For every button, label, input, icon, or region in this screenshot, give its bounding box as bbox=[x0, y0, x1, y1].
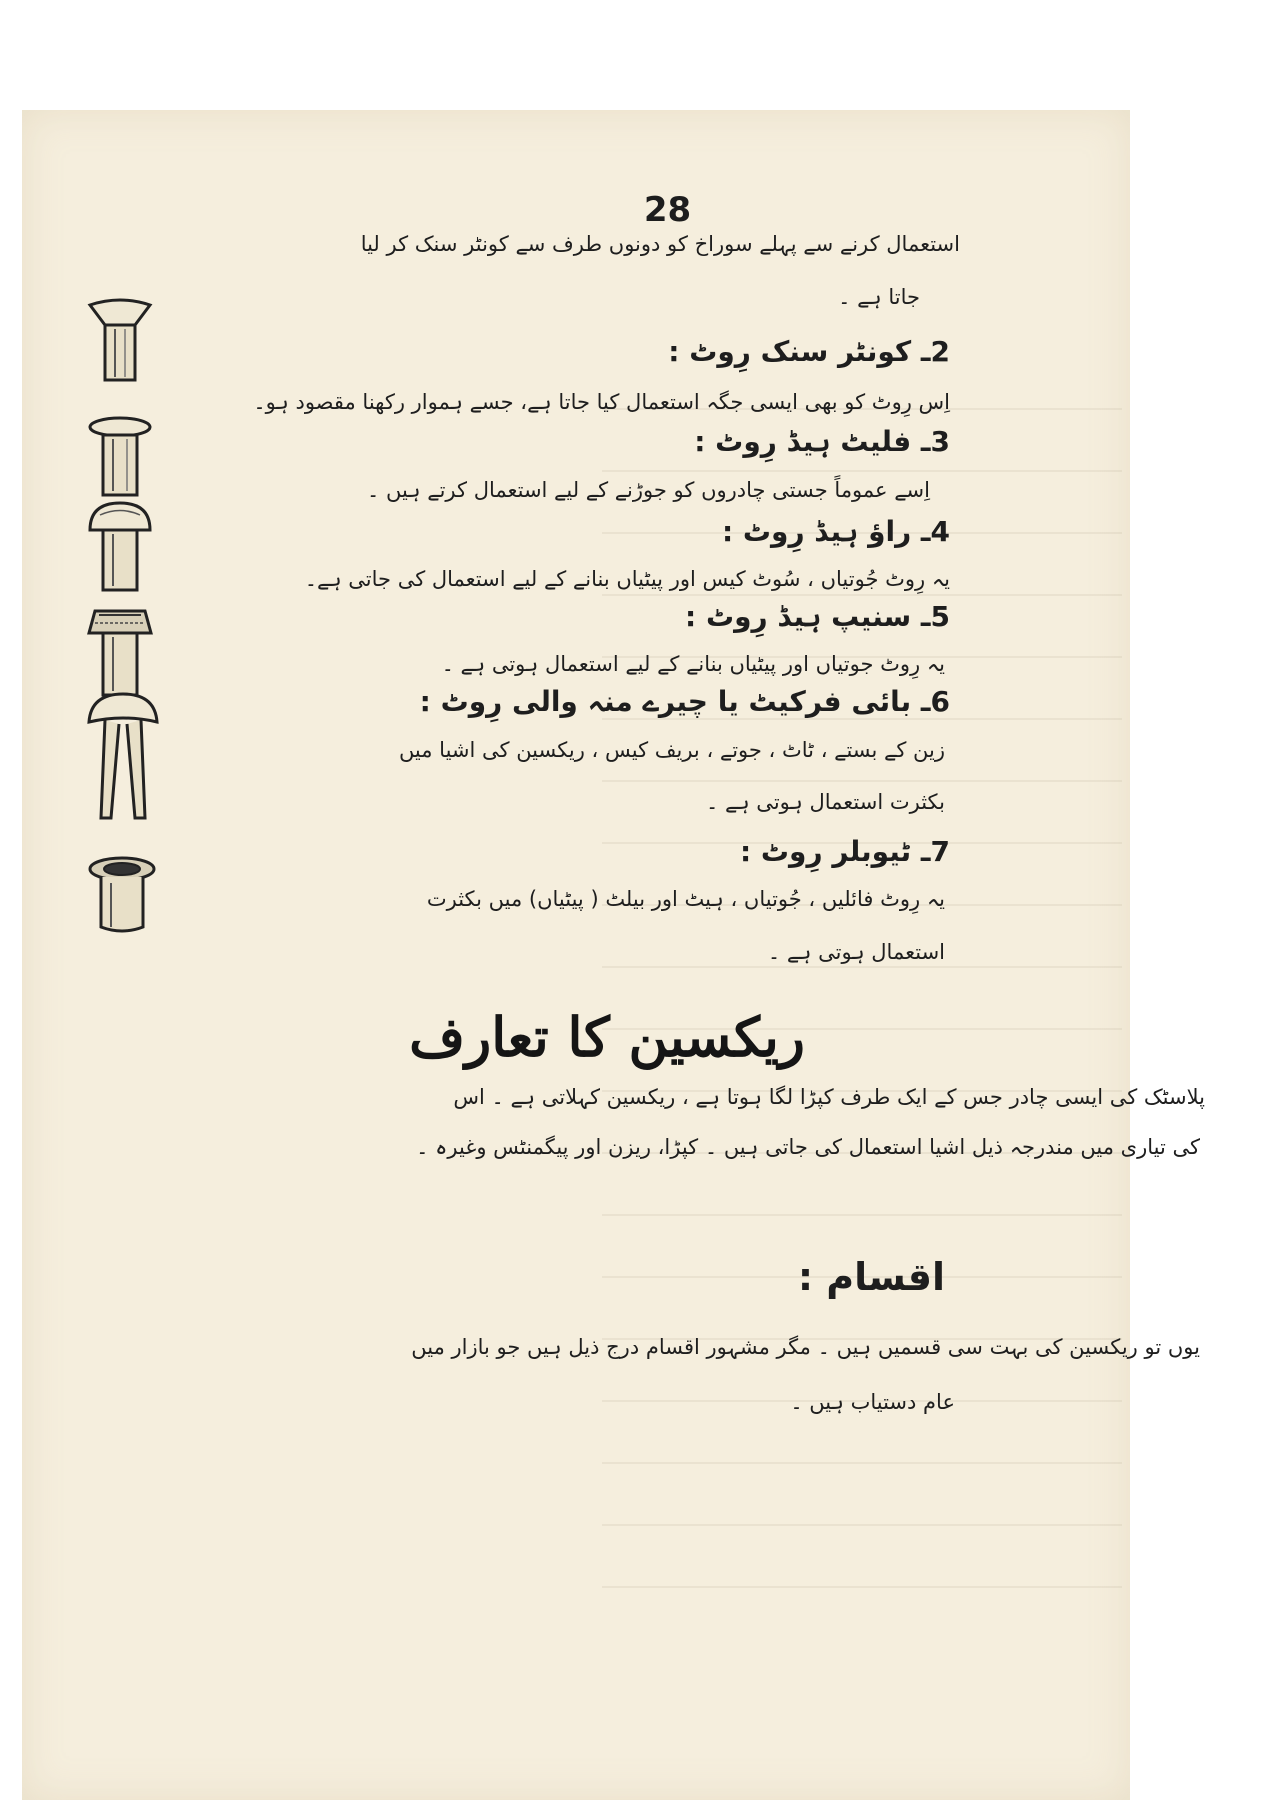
rivet-heading-5: 5ـ سنیپ ہیڈ رِوٹ : bbox=[685, 600, 950, 633]
intro-line-1: استعمال کرنے سے پہلے سوراخ کو دونوں طرف سے کونٹر سنک کر لیا bbox=[360, 232, 960, 256]
rivet-name: راؤ ہیڈ رِوٹ : bbox=[721, 515, 912, 548]
round-head-rivet-icon bbox=[85, 500, 155, 595]
rivet-desc-2-line-1: اِس رِوٹ کو بھی ایسی جگہ استعمال کیا جاتا ہے، جسے ہموار رکھنا مقصود ہو۔ bbox=[253, 390, 950, 414]
rexine-para-line-2: کی تیاری میں مندرجہ ذیل اشیا استعمال کی جاتی ہیں ۔ کپڑا، ریزن اور پیگمنٹس وغیرہ ۔ bbox=[416, 1135, 1200, 1159]
rivet-desc-7-line-2: استعمال ہوتی ہے ۔ bbox=[767, 940, 945, 964]
rivet-number: 7 bbox=[930, 835, 950, 868]
flat-head-rivet-icon bbox=[85, 415, 155, 500]
rivet-number: 5 bbox=[930, 600, 950, 633]
rivet-number: 4 bbox=[930, 515, 950, 548]
rivet-name: بائی فرکیٹ یا چیرے منہ والی رِوٹ : bbox=[419, 685, 912, 718]
rivet-number: 3 bbox=[930, 425, 950, 458]
rivet-desc-7-line-1: یہ رِوٹ فائلیں ، جُوتیاں ، ہیٹ اور بیلٹ ( پیٹیاں) میں بکثرت bbox=[426, 887, 945, 911]
rivet-heading-2: 2ـ کونٹر سنک رِوٹ : bbox=[668, 335, 950, 368]
rivet-desc-6-line-2: بکثرت استعمال ہوتی ہے ۔ bbox=[706, 790, 945, 814]
page-number: 28 bbox=[643, 190, 692, 230]
rivet-name: ٹیوبلر رِوٹ : bbox=[739, 835, 912, 868]
rivet-number: 2 bbox=[930, 335, 950, 368]
rivet-desc-3-line-1: اِسے عموماً جستی چادروں کو جوڑنے کے لیے استعمال کرتے ہیں ۔ bbox=[367, 478, 930, 502]
types-heading: اقسام : bbox=[797, 1255, 945, 1299]
rivet-heading-3: 3ـ فلیٹ ہیڈ رِوٹ : bbox=[694, 425, 950, 458]
types-line-2: عام دستیاب ہیں ۔ bbox=[790, 1390, 955, 1414]
tubular-rivet-icon bbox=[85, 855, 155, 935]
section-title: ریکسین کا تعارف bbox=[409, 1005, 805, 1069]
rivet-heading-6: 6ـ بائی فرکیٹ یا چیرے منہ والی رِوٹ : bbox=[419, 685, 950, 718]
book-page bbox=[22, 110, 1130, 1800]
bifurcated-rivet-icon bbox=[85, 690, 155, 825]
rivet-desc-5-line-1: یہ رِوٹ جوتیاں اور پیٹیاں بنانے کے لیے استعمال ہوتی ہے ۔ bbox=[441, 652, 945, 676]
types-line-1: یوں تو ریکسین کی بہت سی قسمیں ہیں ۔ مگر مشہور اقسام درج ذیل ہیں جو بازار میں bbox=[411, 1335, 1200, 1359]
bleed-through-texture bbox=[602, 370, 1122, 1620]
rivet-desc-4-line-1: یہ رِوٹ جُوتیاں ، سُوٹ کیس اور پیٹیاں بنانے کے لیے استعمال کی جاتی ہے۔ bbox=[304, 567, 950, 591]
rexine-para-line-1: پلاسٹک کی ایسی چادر جس کے ایک طرف کپڑا لگا ہوتا ہے ، ریکسین کہلاتی ہے ۔ اس bbox=[453, 1085, 1205, 1109]
countersunk-rivet-icon bbox=[85, 295, 155, 385]
rivet-desc-6-line-1: زین کے بستے ، ٹاٹ ، جوتے ، بریف کیس ، ریکسین کی اشیا میں bbox=[398, 738, 945, 762]
rivet-name: فلیٹ ہیڈ رِوٹ : bbox=[694, 425, 912, 458]
rivet-heading-7: 7ـ ٹیوبلر رِوٹ : bbox=[739, 835, 950, 868]
rivet-name: سنیپ ہیڈ رِوٹ : bbox=[685, 600, 912, 633]
rivet-number: 6 bbox=[930, 685, 950, 718]
rivet-name: کونٹر سنک رِوٹ : bbox=[668, 335, 912, 368]
intro-line-2: جاتا ہے ۔ bbox=[838, 285, 920, 309]
snap-head-rivet-icon bbox=[85, 605, 155, 700]
rivet-heading-4: 4ـ راؤ ہیڈ رِوٹ : bbox=[721, 515, 950, 548]
